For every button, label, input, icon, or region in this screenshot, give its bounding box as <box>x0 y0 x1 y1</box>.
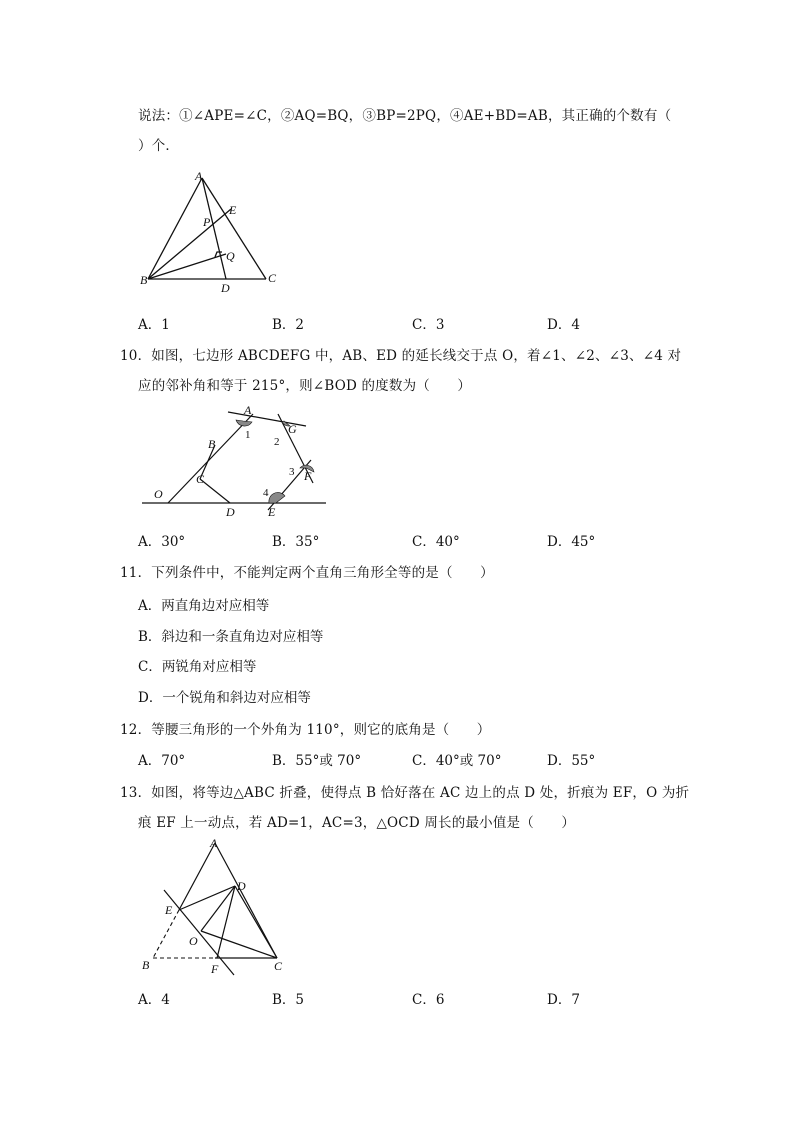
label-B: B <box>208 437 216 451</box>
q13-option-c: C．6 <box>412 992 445 1008</box>
q12-option-a: A．70° <box>138 753 186 769</box>
q12-text-line1: 12．等腰三角形的一个外角为 110°，则它的底角是（ ） <box>120 722 491 738</box>
label-D: D <box>237 879 246 893</box>
angle-label-4: 4 <box>263 487 269 499</box>
q10-option-a: A．30° <box>138 534 186 550</box>
label-E: E <box>229 203 237 217</box>
label-O: O <box>189 934 198 948</box>
label-F: F <box>211 962 219 976</box>
q13-text-line2: 痕 EF 上一动点，若 AD=1，AC=3，△OCD 周长的最小值是（ ） <box>138 815 576 831</box>
label-A: A <box>210 836 218 850</box>
q13-text-line1: 13．如图，将等边△ABC 折叠，使得点 B 恰好落在 AC 边上的点 D 处，折痕为 EF，O 为折 <box>120 785 690 801</box>
q10-text-line1: 10．如图，七边形 ABCDEFG 中，AB、ED 的延长线交于点 O，着∠1、∠2、∠3、∠4 对 <box>120 348 682 364</box>
label-C: C <box>196 472 205 486</box>
q9-text-line2: ）个． <box>138 138 180 154</box>
q10-text-line2: 应的邻补角和等于 215°，则∠BOD 的度数为（ ） <box>138 378 472 394</box>
label-C: C <box>268 271 277 285</box>
q11-option-c: C．两锐角对应相等 <box>138 659 257 675</box>
label-E: E <box>268 505 276 519</box>
q11-option-b: B．斜边和一条直角边对应相等 <box>138 629 324 645</box>
q12-option-b: B．55°或 70° <box>272 753 362 769</box>
q9-option-d: D．4 <box>547 317 580 333</box>
angle-label-3: 3 <box>289 466 295 478</box>
label-D: D <box>226 505 235 519</box>
angle-label-1: 1 <box>245 429 251 441</box>
q11-option-a: A．两直角边对应相等 <box>138 598 270 614</box>
label-D: D <box>221 281 230 295</box>
q9-option-b: B．2 <box>272 317 305 333</box>
label-B: B <box>140 273 148 287</box>
label-C: C <box>274 959 283 973</box>
q12-option-c: C．40°或 70° <box>412 753 502 769</box>
label-E: E <box>165 903 173 917</box>
q12-option-d: D．55° <box>547 753 596 769</box>
label-Q: Q <box>226 249 235 263</box>
q11-option-d: D．一个锐角和斜边对应相等 <box>138 690 311 706</box>
label-G: G <box>288 422 297 436</box>
q9-option-a: A．1 <box>138 317 170 333</box>
q9-text-line1: 说法：①∠APE=∠C，②AQ=BQ，③BP=2PQ，④AE+BD=AB，其正确的个数有（ <box>138 108 672 124</box>
label-O: O <box>154 487 163 501</box>
label-P: P <box>203 215 211 229</box>
q13-option-d: D．7 <box>547 992 580 1008</box>
q9-figure <box>136 168 286 298</box>
label-A: A <box>195 169 203 183</box>
q13-option-b: B．5 <box>272 992 305 1008</box>
q10-option-b: B．35° <box>272 534 320 550</box>
q9-option-c: C．3 <box>412 317 445 333</box>
q11-text-line1: 11．下列条件中，不能判定两个直角三角形全等的是（ ） <box>120 565 494 581</box>
q13-figure <box>136 835 296 980</box>
q10-option-d: D．45° <box>547 534 596 550</box>
q10-option-c: C．40° <box>412 534 460 550</box>
label-F: F <box>304 469 312 483</box>
label-A: A <box>244 403 252 417</box>
angle-label-2: 2 <box>274 436 280 448</box>
q13-option-a: A．4 <box>138 992 170 1008</box>
q10-figure <box>138 400 338 520</box>
label-B: B <box>142 958 150 972</box>
